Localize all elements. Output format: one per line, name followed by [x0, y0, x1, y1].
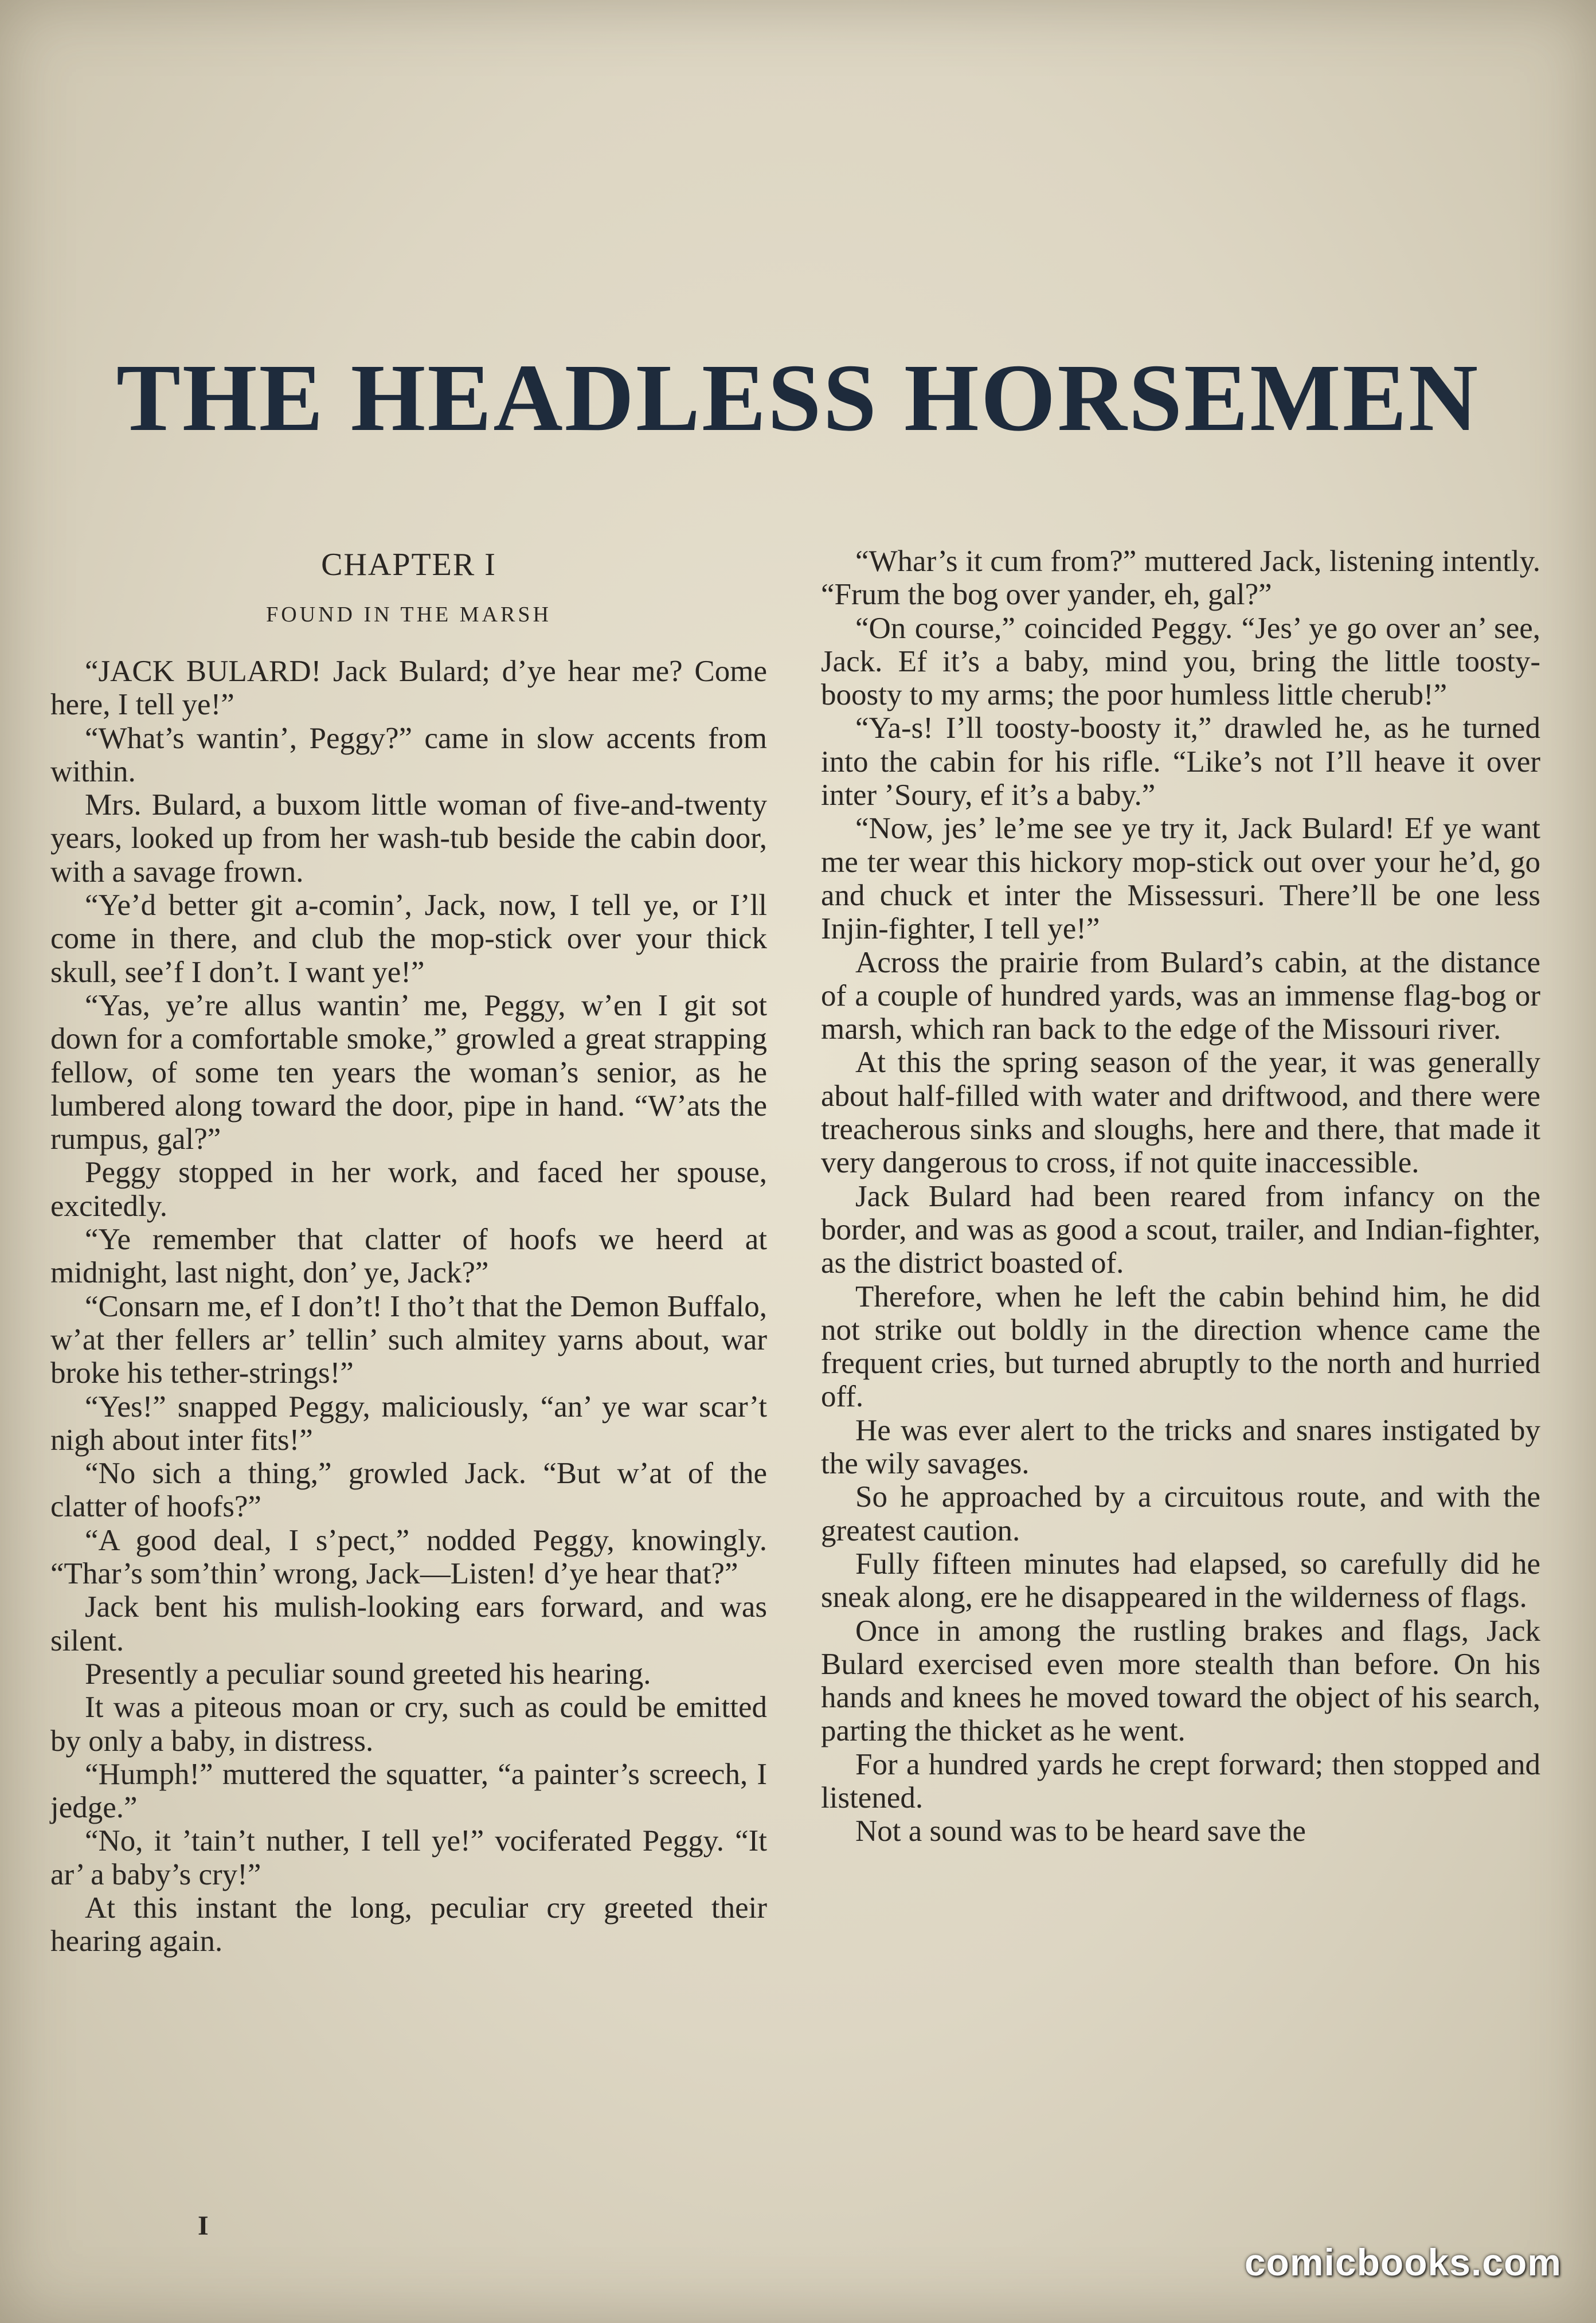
paragraph: Peggy stopped in her work, and faced her spouse, excitedly.: [50, 1156, 767, 1223]
paragraph: “No sich a thing,” growled Jack. “But w’at of the clatter of hoofs?”: [50, 1457, 767, 1524]
watermark: comicbooks.com: [1244, 2241, 1562, 2283]
page-number: I: [198, 2211, 209, 2241]
paragraph: Presently a peculiar sound greeted his hearing.: [85, 1657, 651, 1691]
paragraph: Mrs. Bulard, a buxom little woman of five-and-twenty years, looked up from her wash-tub beside the cabin door, with a savage frown.: [50, 788, 767, 889]
paragraph: Therefore, when he left the cabin behind him, he did not strike out boldly in the direction whence came the frequent cries, but turned abruptly to the north and hurried off.: [821, 1280, 1540, 1414]
paragraph: At this instant the long, peculiar cry greeted their hearing again.: [50, 1891, 767, 1958]
paragraph: At this the spring season of the year, it was generally about half-filled with water and driftwood, and there were treacherous sinks and sloughs, here and there, that made it very dangerous to cross, if not quite inaccessible.: [821, 1046, 1540, 1180]
paragraph: “JACK BULARD! Jack Bulard; d’ye hear me? Come here, I tell ye!”: [50, 655, 767, 722]
paragraph: Jack Bulard had been reared from infancy on the border, and was as good a scout, trailer, and Indian-fighter, as the district boasted of.: [821, 1179, 1540, 1280]
paragraph: He was ever alert to the tricks and snares instigated by the wily savages.: [821, 1413, 1540, 1481]
paragraph: For a hundred yards he crept forward; then stopped and listened.: [821, 1747, 1540, 1814]
paragraph: Once in among the rustling brakes and flags, Jack Bulard exercised even more stealth than before. On his hands and knees he moved toward the object of his search, parting the thicket as he went.: [821, 1614, 1540, 1748]
paragraph: “Humph!” muttered the squatter, “a painter’s screech, I jedge.”: [50, 1757, 767, 1825]
paragraph: “Ye remember that clatter of hoofs we heerd at midnight, last night, don’ ye, Jack?”: [50, 1223, 767, 1290]
paragraph: So he approached by a circuitous route, and with the greatest caution.: [821, 1480, 1540, 1547]
paragraph: “Now, jes’ le’me see ye try it, Jack Bulard! Ef ye want me ter wear this hickory mop-stick out over your he’d, go and chuck et inter the Missessuri. There’ll be one less Injin-fighter, I tell ye!”: [821, 812, 1540, 946]
paragraph: Jack bent his mulish-looking ears forward, and was silent.: [50, 1590, 767, 1657]
paragraph: “Ya-s! I’ll toosty-boosty it,” drawled he, as he turned into the cabin for his rifle. “Like’s not I’ll heave it over inter ’Soury, ef it’s a baby.”: [821, 711, 1540, 812]
paragraph: It was a piteous moan or cry, such as could be emitted by only a baby, in distress.: [50, 1691, 767, 1758]
paragraph: Across the prairie from Bulard’s cabin, at the distance of a couple of hundred yards, was an immense flag-bog or marsh, which ran back to the edge of the Missouri river.: [821, 945, 1540, 1046]
paragraph: “A good deal, I s’pect,” nodded Peggy, knowingly. “Thar’s som’thin’ wrong, Jack—Listen! d’ye hear that?”: [50, 1523, 767, 1591]
story-title: THE HEADLESS HORSEMEN: [116, 345, 1480, 451]
paragraph: “Whar’s it cum from?” muttered Jack, listening intently. “Frum the bog over yander, eh, gal?”: [821, 545, 1540, 612]
paragraph: “No, it ’tain’t nuther, I tell ye!” vociferated Peggy. “It ar’ a baby’s cry!”: [50, 1824, 767, 1891]
right-column: [821, 545, 1540, 1848]
paragraph: “What’s wantin’, Peggy?” came in slow accents from within.: [50, 721, 767, 788]
chapter-title: CHAPTER I: [321, 547, 496, 582]
paragraph: “Ye’d better git a-comin’, Jack, now, I tell ye, or I’ll come in there, and club the mop-stick over your thick skull, see’f I don’t. I want ye!”: [50, 889, 767, 989]
paragraph: Not a sound was to be heard save the: [855, 1814, 1306, 1848]
paragraph: “Yas, ye’re allus wantin’ me, Peggy, w’en I git sot down for a comfortable smoke,” growled a great strapping fellow, of some ten years the woman’s senior, as he lumbered along toward the door, pipe in hand. “W’ats the rumpus, gal?”: [50, 988, 767, 1156]
left-column: [50, 545, 767, 1958]
paragraph: “Yes!” snapped Peggy, maliciously, “an’ ye war scar’t nigh about inter fits!”: [50, 1390, 767, 1457]
paragraph: Fully fifteen minutes had elapsed, so carefully did he sneak along, ere he disappeared in the wilderness of flags.: [821, 1547, 1540, 1614]
paragraph: “On course,” coincided Peggy. “Jes’ ye go over an’ see, Jack. Ef it’s a baby, mind you, bring the little toosty-boosty to my arms; the poor humless little cherub!”: [821, 611, 1540, 712]
paragraph: “Consarn me, ef I don’t! I tho’t that the Demon Buffalo, w’at ther fellers ar’ tellin’ such almitey yarns about, war broke his tether-strings!”: [50, 1289, 767, 1390]
chapter-subtitle: FOUND IN THE MARSH: [266, 603, 551, 627]
